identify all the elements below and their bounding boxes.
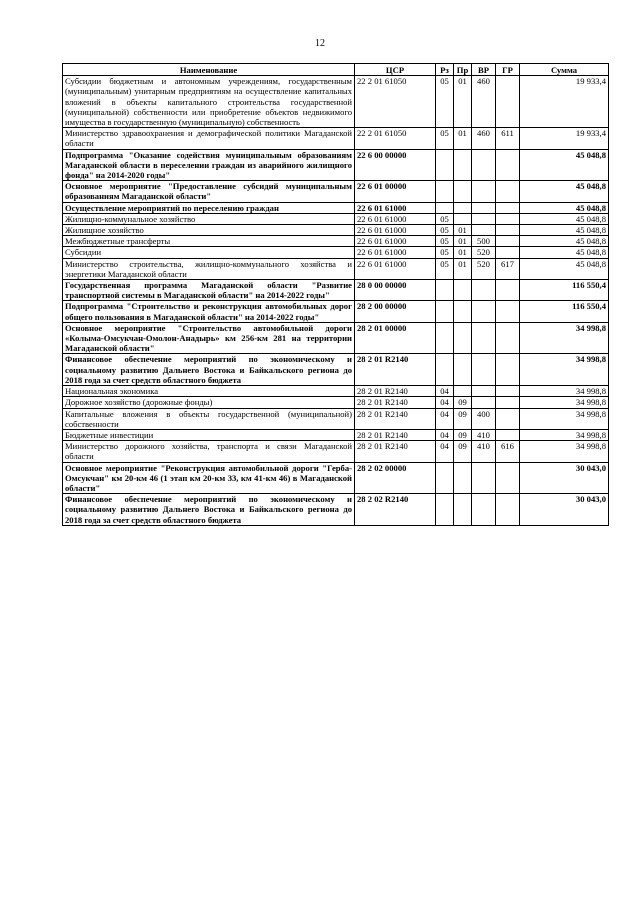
- cell-pr: [454, 494, 472, 526]
- cell-sum: 34 998,8: [520, 429, 609, 440]
- cell-csr: 28 2 01 00000: [355, 322, 436, 354]
- cell-sum: 34 998,8: [520, 322, 609, 354]
- cell-name: Осуществление мероприятий по переселению граждан: [63, 202, 355, 213]
- table-row: [63, 149, 609, 181]
- cell-vr: [472, 397, 496, 408]
- header-vr: ВР: [472, 64, 496, 76]
- cell-vr: 460: [472, 128, 496, 149]
- table-row: [63, 462, 609, 494]
- cell-vr: [472, 386, 496, 397]
- cell-sum: 116 550,4: [520, 301, 609, 322]
- table-row: [63, 213, 609, 224]
- cell-rz: [436, 181, 454, 202]
- cell-gr: [496, 386, 520, 397]
- cell-pr: [454, 386, 472, 397]
- cell-sum: 34 998,8: [520, 441, 609, 462]
- cell-pr: 01: [454, 247, 472, 258]
- cell-pr: [454, 354, 472, 386]
- cell-name: Государственная программа Магаданской области "Развитие транспортной системы в Магаданской области" на 2014-2022 годы": [63, 280, 355, 301]
- cell-name: Жилищно-коммунальное хозяйство: [63, 213, 355, 224]
- cell-gr: [496, 181, 520, 202]
- cell-csr: 28 2 02 R2140: [355, 494, 436, 526]
- cell-csr: 22 6 01 61000: [355, 213, 436, 224]
- table-row: [63, 494, 609, 526]
- cell-sum: 34 998,8: [520, 408, 609, 429]
- cell-rz: [436, 462, 454, 494]
- cell-rz: 04: [436, 441, 454, 462]
- cell-name: Бюджетные инвестиции: [63, 429, 355, 440]
- cell-rz: 05: [436, 247, 454, 258]
- cell-pr: [454, 202, 472, 213]
- cell-gr: [496, 429, 520, 440]
- table-row: [63, 322, 609, 354]
- cell-vr: [472, 225, 496, 236]
- cell-sum: 45 048,8: [520, 213, 609, 224]
- cell-gr: [496, 213, 520, 224]
- cell-csr: 22 6 01 00000: [355, 181, 436, 202]
- cell-sum: 45 048,8: [520, 247, 609, 258]
- cell-rz: 05: [436, 128, 454, 149]
- cell-gr: [496, 397, 520, 408]
- cell-vr: 500: [472, 236, 496, 247]
- header-sum: Сумма: [520, 64, 609, 76]
- header-rz: Рз: [436, 64, 454, 76]
- cell-csr: 28 2 01 R2140: [355, 429, 436, 440]
- cell-name: Жилищное хозяйство: [63, 225, 355, 236]
- cell-vr: 410: [472, 441, 496, 462]
- cell-vr: [472, 280, 496, 301]
- table-row: [63, 429, 609, 440]
- cell-name: Подпрограмма "Оказание содействия муниципальным образованиям Магаданской области в переселении граждан из аварийного жилищного фонда" на 2014-2020 годы": [63, 149, 355, 181]
- cell-rz: [436, 301, 454, 322]
- cell-vr: [472, 322, 496, 354]
- cell-pr: 01: [454, 225, 472, 236]
- cell-name: Субсидии бюджетным и автономным учреждениям, государственным (муниципальным) унитарным предприятиям на осуществление капитальных вложений в объекты капитального строительства государственной (муниципальной) собственности или приобретение объектов недвижимого имущества в государственную (муниципальную) собственность: [63, 76, 355, 128]
- cell-csr: 28 2 01 R2140: [355, 441, 436, 462]
- cell-sum: 30 043,0: [520, 494, 609, 526]
- table-row: [63, 247, 609, 258]
- cell-vr: 410: [472, 429, 496, 440]
- cell-gr: [496, 225, 520, 236]
- table-row: [63, 258, 609, 279]
- cell-pr: [454, 280, 472, 301]
- cell-csr: 22 2 01 61050: [355, 128, 436, 149]
- cell-vr: [472, 202, 496, 213]
- cell-pr: 09: [454, 441, 472, 462]
- cell-gr: [496, 494, 520, 526]
- cell-csr: 28 2 02 00000: [355, 462, 436, 494]
- table-row: [63, 202, 609, 213]
- table-row: [63, 76, 609, 128]
- cell-csr: 28 0 00 00000: [355, 280, 436, 301]
- cell-sum: 116 550,4: [520, 280, 609, 301]
- cell-sum: 34 998,8: [520, 397, 609, 408]
- cell-csr: 28 2 01 R2140: [355, 386, 436, 397]
- cell-rz: 04: [436, 386, 454, 397]
- cell-vr: [472, 301, 496, 322]
- cell-vr: [472, 354, 496, 386]
- cell-csr: 22 6 01 61000: [355, 258, 436, 279]
- cell-rz: [436, 354, 454, 386]
- cell-pr: [454, 213, 472, 224]
- cell-name: Основное мероприятие "Реконструкция автомобильной дороги "Герба-Омсукчан" км 20-км 46 (1 этап км 20-км 33, км 41-км 46) в Магаданской области": [63, 462, 355, 494]
- table-row: [63, 280, 609, 301]
- table-row: [63, 225, 609, 236]
- cell-sum: 34 998,8: [520, 386, 609, 397]
- cell-rz: [436, 280, 454, 301]
- cell-rz: 05: [436, 76, 454, 128]
- cell-csr: 22 6 01 61000: [355, 247, 436, 258]
- cell-vr: [472, 213, 496, 224]
- cell-rz: [436, 202, 454, 213]
- cell-rz: 05: [436, 258, 454, 279]
- cell-pr: 09: [454, 397, 472, 408]
- table-row: [63, 397, 609, 408]
- cell-pr: 09: [454, 408, 472, 429]
- cell-pr: 01: [454, 236, 472, 247]
- cell-rz: 04: [436, 408, 454, 429]
- cell-csr: 28 2 00 00000: [355, 301, 436, 322]
- table-row: [63, 354, 609, 386]
- cell-csr: 28 2 01 R2140: [355, 397, 436, 408]
- cell-csr: 28 2 01 R2140: [355, 354, 436, 386]
- cell-name: Субсидии: [63, 247, 355, 258]
- cell-csr: 22 6 00 00000: [355, 149, 436, 181]
- cell-csr: 22 2 01 61050: [355, 76, 436, 128]
- cell-name: Финансовое обеспечение мероприятий по экономическому и социальному развитию Дальнего Востока и Байкальского региона до 2018 года за счет средств областного бюджета: [63, 494, 355, 526]
- cell-rz: 05: [436, 213, 454, 224]
- cell-vr: 400: [472, 408, 496, 429]
- cell-gr: [496, 462, 520, 494]
- page-number: 12: [315, 38, 325, 49]
- cell-csr: 22 6 01 61000: [355, 225, 436, 236]
- cell-name: Основное мероприятие "Предоставление субсидий муниципальным образованиям Магаданской области": [63, 181, 355, 202]
- budget-table: [62, 63, 609, 526]
- cell-gr: [496, 408, 520, 429]
- cell-pr: 01: [454, 258, 472, 279]
- cell-gr: [496, 322, 520, 354]
- cell-name: Основное мероприятие "Строительство автомобильной дороги «Колыма-Омсукчан-Омолон-Анадырь» км 256-км 281 на территории Магаданской области": [63, 322, 355, 354]
- cell-name: Подпрограмма "Строительство и реконструкция автомобильных дорог общего пользования в Магаданской области" на 2014-2022 годы": [63, 301, 355, 322]
- table-row: [63, 386, 609, 397]
- cell-vr: [472, 462, 496, 494]
- cell-sum: 34 998,8: [520, 354, 609, 386]
- cell-vr: [472, 494, 496, 526]
- cell-gr: [496, 301, 520, 322]
- cell-pr: [454, 301, 472, 322]
- table-row: [63, 301, 609, 322]
- cell-rz: 04: [436, 397, 454, 408]
- cell-pr: 01: [454, 128, 472, 149]
- cell-csr: 22 6 01 61000: [355, 236, 436, 247]
- header-pr: Пр: [454, 64, 472, 76]
- header-csr: ЦСР: [355, 64, 436, 76]
- cell-vr: 460: [472, 76, 496, 128]
- cell-gr: [496, 202, 520, 213]
- cell-name: Капитальные вложения в объекты государственной (муниципальной) собственности: [63, 408, 355, 429]
- cell-vr: 520: [472, 258, 496, 279]
- cell-csr: 22 6 01 61000: [355, 202, 436, 213]
- cell-pr: [454, 181, 472, 202]
- cell-name: Финансовое обеспечение мероприятий по экономическому и социальному развитию Дальнего Востока и Байкальского региона до 2018 года за счет средств областного бюджета: [63, 354, 355, 386]
- table-row: [63, 181, 609, 202]
- cell-pr: [454, 462, 472, 494]
- cell-rz: [436, 149, 454, 181]
- cell-gr: [496, 354, 520, 386]
- cell-gr: [496, 236, 520, 247]
- cell-pr: [454, 322, 472, 354]
- cell-sum: 45 048,8: [520, 181, 609, 202]
- cell-pr: 01: [454, 76, 472, 128]
- cell-sum: 45 048,8: [520, 149, 609, 181]
- cell-rz: [436, 494, 454, 526]
- cell-gr: 616: [496, 441, 520, 462]
- cell-pr: [454, 149, 472, 181]
- cell-name: Национальная экономика: [63, 386, 355, 397]
- cell-name: Межбюджетные трансферты: [63, 236, 355, 247]
- cell-sum: 19 933,4: [520, 128, 609, 149]
- cell-gr: [496, 149, 520, 181]
- header-gr: ГР: [496, 64, 520, 76]
- cell-gr: [496, 247, 520, 258]
- cell-name: Министерство строительства, жилищно-коммунального хозяйства и энергетики Магаданской области: [63, 258, 355, 279]
- cell-vr: [472, 149, 496, 181]
- cell-sum: 45 048,8: [520, 236, 609, 247]
- table-row: [63, 128, 609, 149]
- cell-sum: 45 048,8: [520, 202, 609, 213]
- cell-rz: 04: [436, 429, 454, 440]
- table-row: [63, 408, 609, 429]
- cell-sum: 45 048,8: [520, 258, 609, 279]
- cell-gr: 611: [496, 128, 520, 149]
- cell-rz: 05: [436, 236, 454, 247]
- cell-vr: [472, 181, 496, 202]
- cell-name: Министерство дорожного хозяйства, транспорта и связи Магаданской области: [63, 441, 355, 462]
- cell-gr: [496, 76, 520, 128]
- cell-sum: 19 933,4: [520, 76, 609, 128]
- cell-rz: 05: [436, 225, 454, 236]
- table-row: [63, 236, 609, 247]
- cell-sum: 30 043,0: [520, 462, 609, 494]
- table-row: [63, 441, 609, 462]
- cell-name: Министерство здравоохранения и демографической политики Магаданской области: [63, 128, 355, 149]
- cell-vr: 520: [472, 247, 496, 258]
- header-name: Наименование: [63, 64, 355, 76]
- cell-csr: 28 2 01 R2140: [355, 408, 436, 429]
- cell-pr: 09: [454, 429, 472, 440]
- cell-gr: [496, 280, 520, 301]
- cell-gr: 617: [496, 258, 520, 279]
- cell-sum: 45 048,8: [520, 225, 609, 236]
- table-header-row: [63, 64, 609, 76]
- cell-rz: [436, 322, 454, 354]
- table-body: [63, 76, 609, 526]
- cell-name: Дорожное хозяйство (дорожные фонды): [63, 397, 355, 408]
